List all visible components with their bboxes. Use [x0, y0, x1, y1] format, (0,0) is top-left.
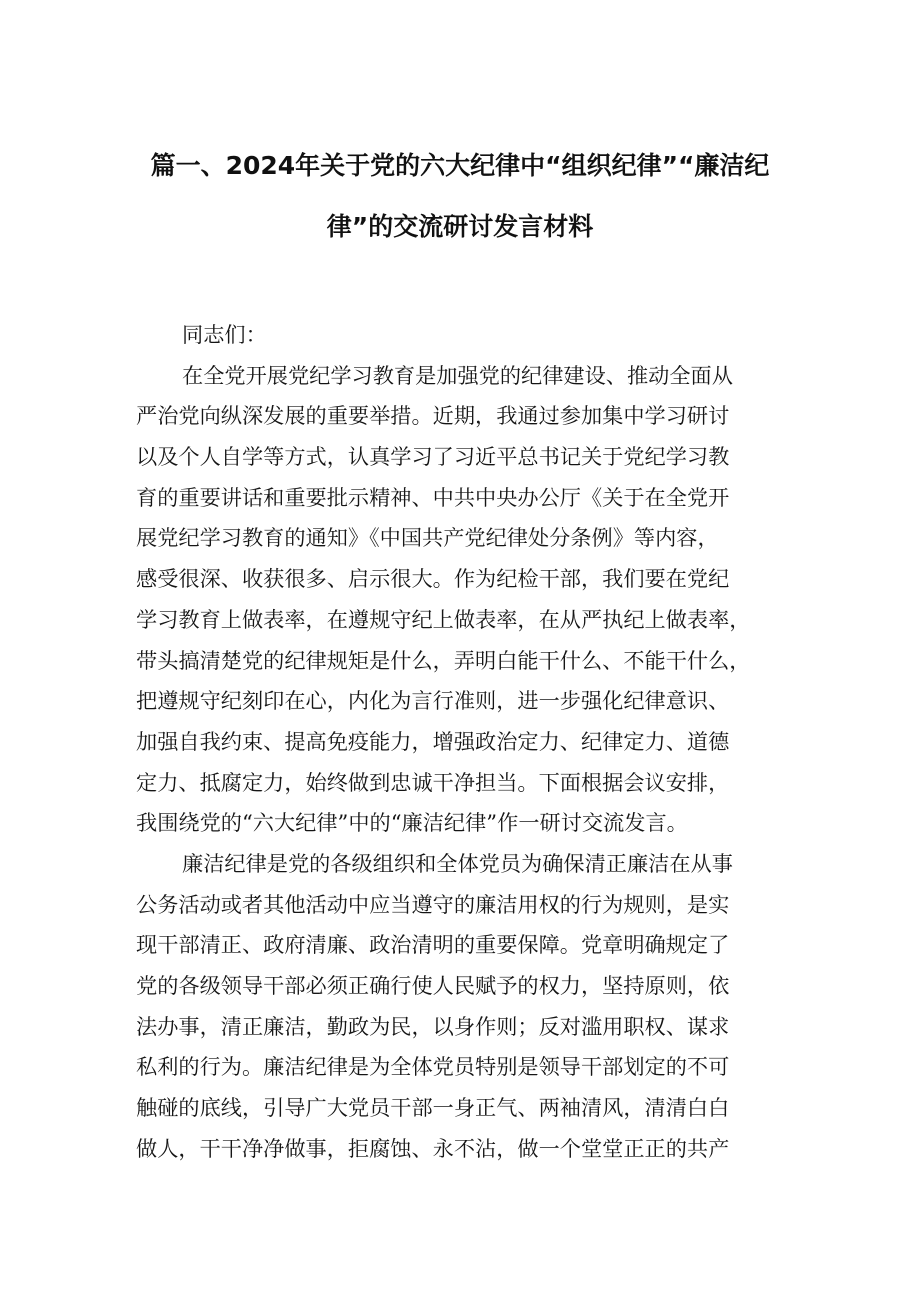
paragraph-line: 公务活动或者其他活动中应当遵守的廉洁用权的行为规则，是实 [136, 891, 730, 917]
paragraph-2 [136, 844, 796, 1170]
paragraph-line: 在全党开展党纪学习教育是加强党的纪律建设、推动全面从 [182, 362, 733, 388]
paragraph-line: 带头搞清楚党的纪律规矩是什么，弄明白能干什么、不能干什么， [136, 647, 751, 673]
paragraph-line: 法办事，清正廉洁，勤政为民，以身作则；反对滥用职权、谋求 [136, 1013, 730, 1039]
paragraph-line: 以及个人自学等方式，认真学习了习近平总书记关于党纪学习教 [136, 444, 730, 470]
paragraph-1 [136, 356, 796, 844]
paragraph-line: 触碰的底线，引导广大党员干部一身正气、两袖清风，清清白白 [136, 1095, 730, 1121]
paragraph-line: 私利的行为。廉洁纪律是为全体党员特别是领导干部划定的不可 [136, 1054, 730, 1080]
salutation: 同志们： [182, 322, 267, 347]
paragraph-line: 加强自我约束、提高免疫能力，增强政治定力、纪律定力、道德 [136, 728, 730, 754]
paragraph-line: 廉洁纪律是党的各级组织和全体党员为确保清正廉洁在从事 [182, 850, 733, 876]
paragraph-line: 我围绕党的“六大纪律”中的“廉洁纪律”作一研讨交流发言。 [136, 810, 688, 836]
document-body [136, 315, 796, 1169]
paragraph-line: 做人，干干净净做事，拒腐蚀、永不沾，做一个堂堂正正的共产 [136, 1135, 730, 1161]
paragraph-line: 感受很深、收获很多、启示很大。作为纪检干部，我们要在党纪 [136, 566, 730, 592]
document-title-line-1: 篇一、2024年关于党的六大纪律中“组织纪律”“廉洁纪 [150, 151, 770, 180]
paragraph-line: 育的重要讲话和重要批示精神、中共中央办公厅《关于在全党开 [136, 484, 730, 510]
paragraph-line: 党的各级领导干部必须正确行使人民赋予的权力，坚持原则，依 [136, 973, 730, 998]
paragraph-line: 现干部清正、政府清廉、政治清明的重要保障。党章明确规定了 [136, 932, 730, 958]
paragraph-line: 把遵规守纪刻印在心，内化为言行准则，进一步强化纪律意识、 [136, 688, 730, 714]
paragraph-line: 学习教育上做表率，在遵规守纪上做表率，在从严执纪上做表率， [136, 606, 751, 632]
paragraph-line: 定力、抵腐定力，始终做到忠诚干净担当。下面根据会议安排， [136, 769, 730, 795]
document-title-line-2: 律”的交流研讨发言材料 [326, 212, 594, 241]
paragraph-line: 严治党向纵深发展的重要举措。近期，我通过参加集中学习研讨 [136, 403, 730, 429]
paragraph-line: 展党纪学习教育的通知》《中国共产党纪律处分条例》等内容， [136, 525, 719, 551]
